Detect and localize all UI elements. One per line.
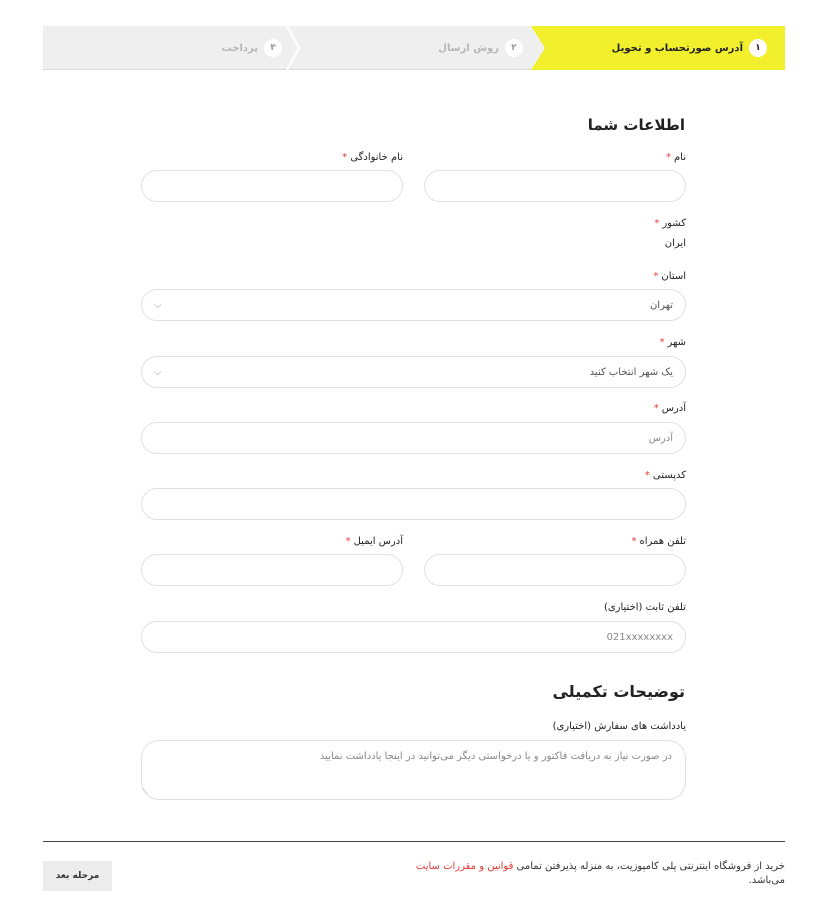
country-value: ایران (664, 238, 686, 249)
step-shipping-method[interactable] (438, 26, 523, 70)
country-label: کشور* (654, 218, 686, 229)
city-placeholder: یک شهر انتخاب کنید (589, 366, 673, 378)
city-select[interactable] (141, 356, 686, 388)
step-payment[interactable] (222, 26, 282, 70)
last-name-label: نام خانوادگی* (342, 152, 403, 163)
province-label: استان* (653, 271, 686, 282)
resize-handle-icon[interactable]: ⟋ (142, 787, 149, 797)
checkout-stepper (43, 26, 785, 70)
address-input[interactable]: آدرس (141, 422, 686, 454)
mobile-label: تلفن همراه* (631, 536, 686, 547)
order-notes-label: یادداشت های سفارش (اختیاری) (552, 721, 686, 732)
address-label: آدرس* (653, 403, 686, 414)
chevron-down-icon: ⌵ (154, 299, 162, 311)
section-title-extra-notes: توضیحات تکمیلی (552, 682, 685, 701)
order-notes-textarea[interactable]: در صورت نیاز به دریافت فاکتور و یا درخواستی دیگر می‌توانید در اینجا یادداشت نمایید (141, 740, 686, 800)
first-name-label: نام* (665, 152, 686, 163)
city-label: شهر* (659, 337, 686, 348)
step-billing-address[interactable] (612, 26, 767, 70)
step-number: ۱ (749, 39, 767, 57)
phone-label: تلفن ثابت (اختیاری) (603, 602, 686, 613)
section-title-your-info: اطلاعات شما (587, 116, 685, 134)
step-number: ۲ (505, 39, 523, 57)
phone-input[interactable]: 021xxxxxxxx (141, 621, 686, 653)
step-label: روش ارسال (438, 42, 499, 54)
province-selected-value: تهران (649, 299, 673, 311)
step-number: ۳ (264, 39, 282, 57)
province-select[interactable] (141, 289, 686, 321)
step-separator-icon (285, 26, 301, 70)
email-label: آدرس ایمیل* (345, 536, 403, 547)
postal-code-label: کدپستی* (644, 470, 686, 481)
next-step-button[interactable]: مرحله بعد (43, 861, 112, 891)
postal-code-input[interactable] (141, 488, 686, 520)
step-label: آدرس صورتحساب و تحویل (611, 42, 743, 54)
chevron-down-icon: ⌵ (154, 366, 162, 378)
terms-note: خرید از فروشگاه اینترنتی پلی کامپوزیت، به منزله پذیرفتن تمامی قوانین و مقررات سایت می‌باشد. (415, 861, 785, 886)
step-label: پرداخت (221, 42, 258, 54)
email-input[interactable] (141, 554, 403, 586)
footer-divider (43, 841, 785, 842)
terms-link[interactable]: قوانین و مقررات سایت (415, 861, 514, 872)
first-name-input[interactable] (424, 170, 686, 202)
last-name-input[interactable] (141, 170, 403, 202)
mobile-input[interactable] (424, 554, 686, 586)
